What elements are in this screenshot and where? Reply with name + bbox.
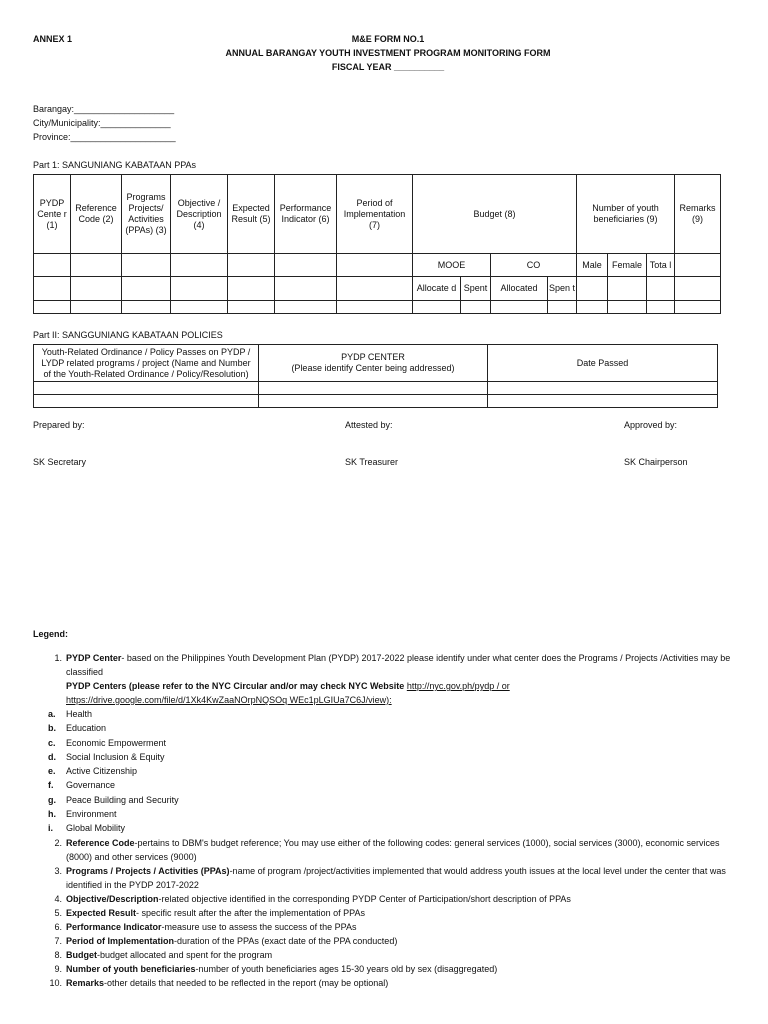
approved-by-label: Approved by: [624, 420, 678, 430]
cell [488, 382, 718, 395]
header-objective: Objective / Description (4) [171, 175, 228, 254]
legend-list [48, 651, 738, 990]
legend-number: 4. [54, 893, 62, 904]
cell [608, 301, 647, 314]
cell [228, 254, 275, 277]
legend-desc: - based on the Philippines Youth Development Plan (PYDP) 2017-2022 please identify under what center does the Programs / Projects /Activities may be classified [66, 653, 731, 677]
legend-number: 7. [54, 935, 62, 946]
annex-label: ANNEX 1 [33, 34, 73, 44]
header-expected-result: Expected Result (5) [228, 175, 275, 254]
legend-item-9 [54, 962, 738, 976]
header-total: Tota l [647, 254, 675, 277]
center-name: Environment [66, 809, 117, 820]
legend-term: Budget [66, 949, 97, 960]
center-name: Governance [66, 780, 116, 791]
legend-title: Legend: [33, 629, 68, 639]
cell [675, 277, 721, 301]
policies-table [33, 344, 718, 408]
cell [171, 277, 228, 301]
center-item [48, 707, 738, 721]
cell [275, 254, 337, 277]
cell [34, 301, 71, 314]
legend-item-10 [49, 976, 738, 990]
center-item [48, 736, 738, 750]
cell [675, 254, 721, 277]
sk-chairperson: SK Chairperson [624, 457, 688, 467]
legend-number: 6. [54, 921, 62, 932]
cell [34, 395, 259, 408]
header-ordinance: Youth-Related Ordinance / Policy Passes on PYDP / LYDP related programs / project (Name and Number of the Youth-Related Ordinance / Policy/Resolution) [34, 345, 259, 382]
legend-term: Expected Result [66, 907, 137, 918]
form-number: M&E FORM NO.1 [351, 34, 425, 44]
cell [34, 254, 71, 277]
cell [259, 395, 488, 408]
cell [71, 277, 122, 301]
cell [71, 254, 122, 277]
center-name: Social Inclusion & Equity [66, 751, 165, 762]
legend-item-4 [54, 892, 738, 906]
header-mooe-allocated: Allocate d [413, 277, 461, 301]
legend-item-8 [54, 948, 738, 962]
city-field: City/Municipality:______________ [33, 118, 171, 128]
cell [71, 301, 122, 314]
cell [548, 301, 577, 314]
header-remarks: Remarks (9) [675, 175, 721, 254]
header-co-spent: Spen t [548, 277, 577, 301]
center-name: Peace Building and Security [66, 794, 179, 805]
legend-number: 3. [54, 865, 62, 876]
legend-desc: - specific result after the after the implementation of PPAs [136, 907, 365, 918]
center-item [48, 721, 738, 735]
header-date-passed: Date Passed [488, 345, 718, 382]
pydp-center-line2: (Please identify Center being addressed) [291, 363, 455, 373]
center-letter: f. [48, 780, 54, 791]
barangay-field: Barangay:____________________ [33, 104, 175, 114]
center-letter: c. [48, 737, 56, 748]
cell [577, 277, 608, 301]
cell [259, 382, 488, 395]
cell [488, 395, 718, 408]
header-co: CO [491, 254, 577, 277]
center-letter: g. [48, 794, 56, 805]
legend-term: Reference Code [66, 837, 135, 848]
center-name: Health [66, 709, 93, 719]
center-name: Global Mobility [66, 823, 126, 834]
form-title: ANNUAL BARANGAY YOUTH INVESTMENT PROGRAM MONITORING FORM [225, 48, 551, 58]
legend-number: 5. [54, 907, 62, 918]
center-letter: a. [48, 709, 56, 719]
legend-term: Number of youth beneficiaries [66, 963, 196, 974]
center-item [48, 750, 738, 764]
center-item [48, 778, 738, 792]
cell [171, 254, 228, 277]
center-item [48, 764, 738, 778]
legend-desc: -name of program /project/activities implemented that would address youth issues at the local level under the center that was identified in the PYDP 2017-2022 [66, 865, 726, 890]
header-beneficiaries: Number of youth beneficiaries (9) [577, 175, 675, 254]
header-budget: Budget (8) [413, 175, 577, 254]
center-name: Education [66, 723, 107, 734]
cell [122, 277, 171, 301]
center-item [48, 793, 738, 807]
part2-title: Part II: SANGGUNIANG KABATAAN POLICIES [33, 330, 223, 340]
cell [122, 254, 171, 277]
legend-number: 8. [54, 949, 62, 960]
legend-term: PYDP Center [66, 653, 122, 663]
legend-number: 10. [49, 977, 62, 988]
legend-term: Performance Indicator [66, 921, 162, 932]
legend-desc: -related objective identified in the corresponding PYDP Center of Participation/short description of PPAs [158, 893, 571, 904]
header-pydp-center-policy [259, 345, 488, 382]
cell [461, 301, 491, 314]
center-letter: b. [48, 723, 56, 734]
legend-desc: -pertains to DBM's budget reference; You may use either of the following codes: general services (1000), social services (3000), economic services (8000) and other services (9000) [66, 837, 720, 862]
center-letter: h. [48, 809, 56, 820]
cell [34, 382, 259, 395]
center-item [48, 807, 738, 821]
header-pydp-center: PYDP Cente r (1) [34, 175, 71, 254]
cell [491, 301, 548, 314]
header-male: Male [577, 254, 608, 277]
drive-link-row [66, 693, 738, 707]
header-ppas: Programs Projects/ Activities (PPAs) (3) [122, 175, 171, 254]
legend-item-7 [54, 934, 738, 948]
header-mooe-spent: Spent [461, 277, 491, 301]
ppa-table [33, 174, 721, 314]
legend-desc: -other details that needed to be reflected in the report (may be optional) [104, 977, 389, 988]
legend-term: Remarks [66, 977, 105, 988]
center-name: Active Citizenship [66, 766, 138, 777]
header-reference-code: Reference Code (2) [71, 175, 122, 254]
legend-desc: -duration of the PPAs (exact date of the PPA conducted) [174, 935, 398, 946]
cell [228, 277, 275, 301]
cell [122, 301, 171, 314]
center-letter: e. [48, 766, 56, 777]
legend-item-3 [54, 864, 738, 892]
pydp-centers-heading: PYDP Centers (please refer to the NYC Circular and/or may check NYC Website [66, 681, 405, 691]
legend-item-6 [54, 920, 738, 934]
google-drive-link[interactable]: https://drive.google.com/file/d/1Xk4KwZaaNOrpNQSOq WEc1pLGIUa7C6J/view): [66, 695, 392, 705]
cell [337, 254, 413, 277]
part1-title: Part 1: SANGUNIANG KABATAAN PPAs [33, 160, 197, 170]
province-field: Province:_____________________ [33, 132, 176, 142]
legend-number: 2. [54, 837, 62, 848]
cell [171, 301, 228, 314]
legend-term: Period of Implementation [66, 935, 175, 946]
legend-item-1 [54, 651, 738, 679]
header-performance-indicator: Performance Indicator (6) [275, 175, 337, 254]
fiscal-year: FISCAL YEAR __________ [331, 62, 445, 72]
sk-secretary: SK Secretary [33, 457, 87, 467]
center-letter: i. [48, 823, 54, 834]
legend-number: 1. [54, 653, 62, 663]
legend-term: Objective/Description [66, 893, 159, 904]
legend-item-2 [54, 836, 738, 864]
cell [337, 301, 413, 314]
cell [647, 301, 675, 314]
prepared-by-label: Prepared by: [33, 420, 85, 430]
legend-number: 9. [54, 963, 62, 974]
sk-treasurer: SK Treasurer [345, 457, 399, 467]
center-letter: d. [48, 751, 56, 762]
center-name: Economic Empowerment [66, 737, 167, 748]
cell [228, 301, 275, 314]
cell [337, 277, 413, 301]
legend-items [49, 836, 738, 990]
legend-desc: -budget allocated and spent for the program [97, 949, 273, 960]
header-co-allocated: Allocated [491, 277, 548, 301]
pydp-centers-note [66, 679, 738, 693]
cell [608, 277, 647, 301]
cell [413, 301, 461, 314]
header-mooe: MOOE [413, 254, 491, 277]
attested-by-label: Attested by: [345, 420, 393, 430]
legend-desc: -measure use to assess the success of the PPAs [161, 921, 357, 932]
center-item [48, 821, 738, 835]
header-female: Female [608, 254, 647, 277]
legend-item-5 [54, 906, 738, 920]
cell [275, 277, 337, 301]
legend-desc: -number of youth beneficiaries ages 15-30 years old by sex (disaggregated) [195, 963, 498, 974]
header-period: Period of Implementation (7) [337, 175, 413, 254]
cell [647, 277, 675, 301]
cell [675, 301, 721, 314]
cell [275, 301, 337, 314]
legend-term: Programs / Projects / Activities (PPAs) [66, 865, 230, 876]
centers-list [48, 707, 738, 836]
nyc-website-link[interactable]: http://nyc.gov.ph/pydp / or [406, 681, 510, 691]
pydp-center-line1: PYDP CENTER [341, 352, 405, 362]
cell [577, 301, 608, 314]
cell [34, 277, 71, 301]
